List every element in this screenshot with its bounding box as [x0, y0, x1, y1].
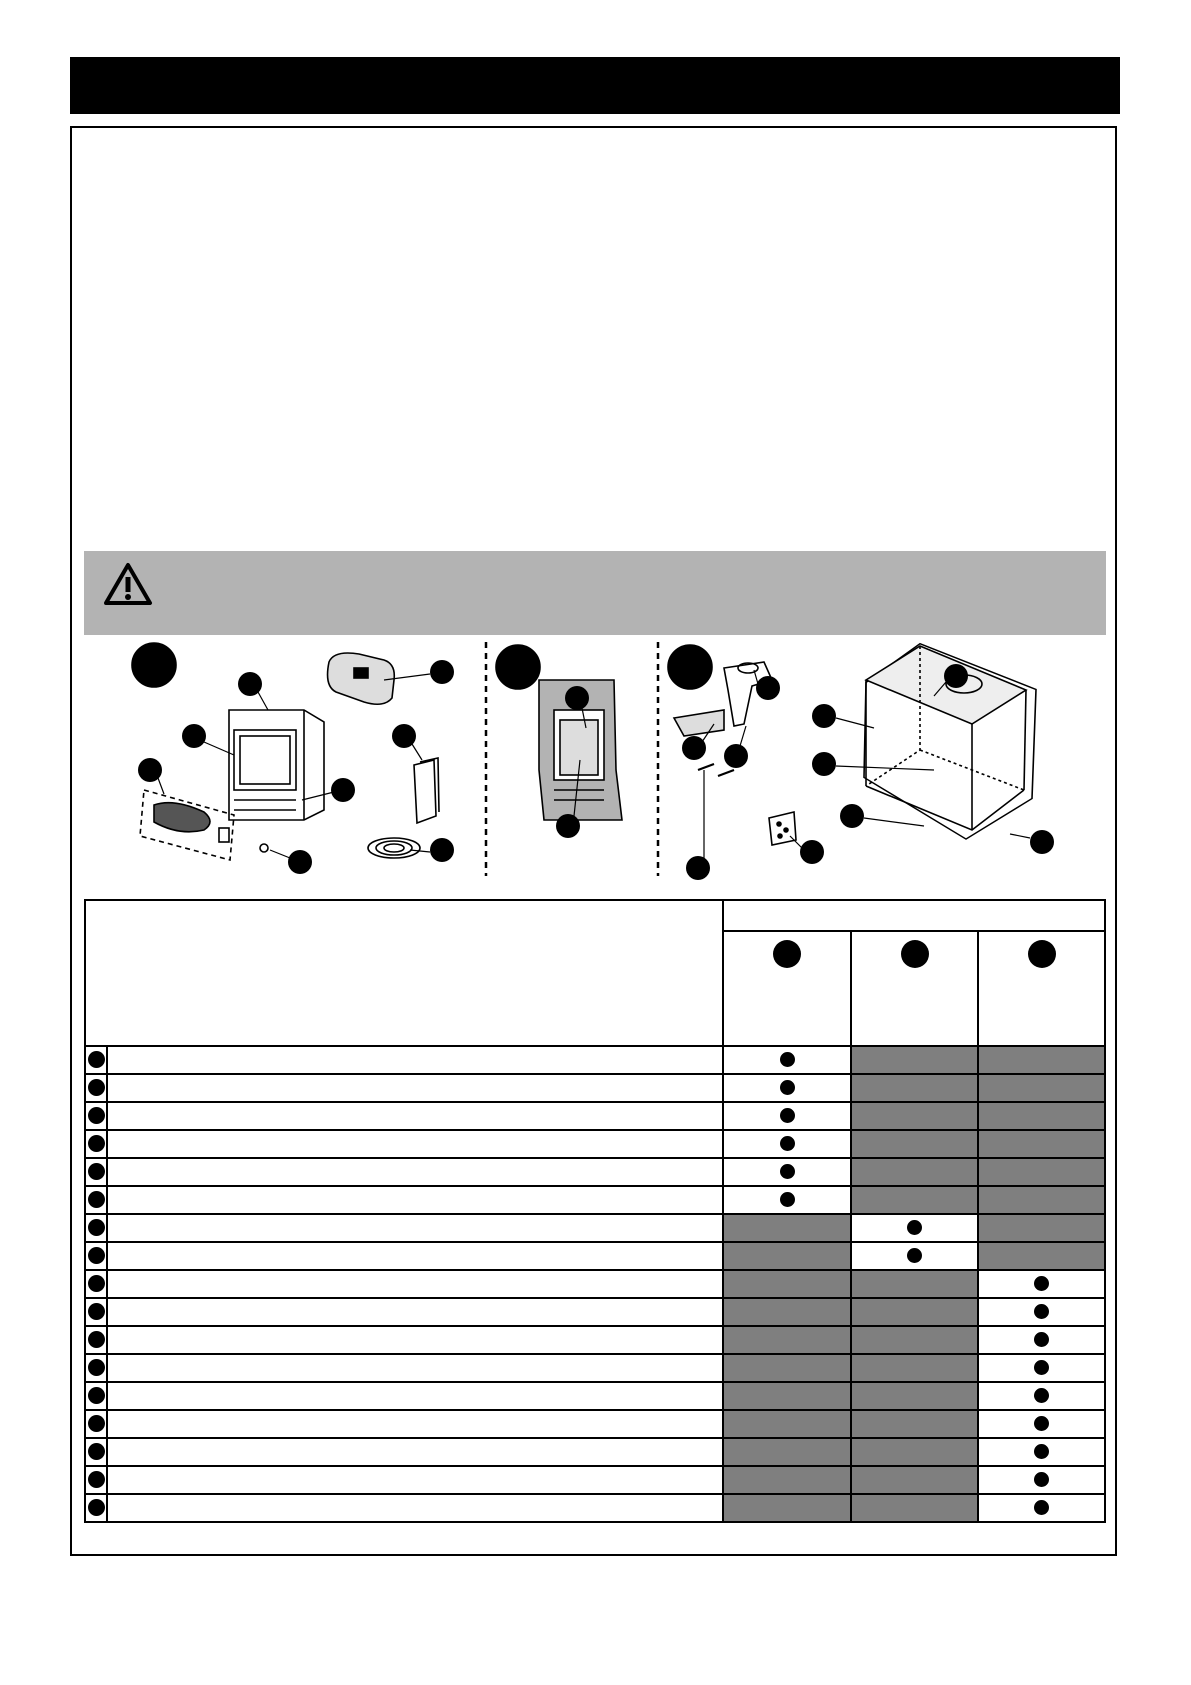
package-1-cell: [723, 1130, 850, 1158]
part-name-cell: [107, 1438, 723, 1466]
part-name: [108, 1164, 114, 1179]
table-row: [85, 1074, 1105, 1102]
included-marker-icon: [780, 1164, 795, 1179]
part-name-cell: [107, 1326, 723, 1354]
row-number-marker-icon: [88, 1415, 105, 1432]
part-name-cell: [107, 1214, 723, 1242]
row-number-marker-icon: [88, 1219, 105, 1236]
part-name: [108, 1416, 114, 1431]
package-3-cell: [978, 1074, 1105, 1102]
included-marker-icon: [907, 1220, 922, 1235]
package-1-header: [723, 931, 850, 1046]
table-row: [85, 1438, 1105, 1466]
table-row: [85, 1186, 1105, 1214]
row-number-marker-icon: [88, 1331, 105, 1348]
package-1-cell: [723, 1438, 850, 1466]
row-number-marker-icon: [88, 1303, 105, 1320]
included-marker-icon: [1034, 1472, 1049, 1487]
row-number-marker-icon: [88, 1499, 105, 1516]
table-row: [85, 1130, 1105, 1158]
package-3-cell: [978, 1382, 1105, 1410]
row-number-cell: [85, 1494, 107, 1522]
row-number-cell: [85, 1354, 107, 1382]
package-3-marker: [668, 645, 712, 689]
table-row: [85, 1354, 1105, 1382]
log-set-drawing: [140, 790, 234, 860]
part-name: [108, 1248, 114, 1263]
package-3-cell: [978, 1046, 1105, 1074]
package-3-marker-icon: [1028, 940, 1056, 968]
package-1-cell: [723, 1214, 850, 1242]
included-marker-icon: [780, 1080, 795, 1095]
part-name: [108, 1500, 114, 1515]
row-number-marker-icon: [88, 1471, 105, 1488]
package-1-cell: [723, 1270, 850, 1298]
package-1-marker-icon: [773, 940, 801, 968]
part-name-cell: [107, 1270, 723, 1298]
package-3-cell: [978, 1270, 1105, 1298]
package-1-cell: [723, 1158, 850, 1186]
row-number-marker-icon: [88, 1051, 105, 1068]
package-2-cell: [851, 1046, 978, 1074]
parts-table-wrap: [84, 899, 1106, 1523]
row-number-cell: [85, 1382, 107, 1410]
table-row: [85, 1410, 1105, 1438]
included-marker-icon: [780, 1192, 795, 1207]
cable-coil-drawing: [368, 838, 420, 858]
package-1-cell: [723, 1382, 850, 1410]
row-number-cell: [85, 1298, 107, 1326]
blower-cover-drawing: [328, 653, 395, 704]
table-row: [85, 1326, 1105, 1354]
row-number-cell: [85, 1270, 107, 1298]
table-header-row: [85, 900, 1105, 931]
table-row: [85, 1466, 1105, 1494]
row-number-cell: [85, 1214, 107, 1242]
table-row: [85, 1382, 1105, 1410]
header-bar: [70, 57, 1120, 114]
part-name-cell: [107, 1046, 723, 1074]
part-name-cell: [107, 1494, 723, 1522]
package-3-cell: [978, 1242, 1105, 1270]
package-2-marker-icon: [901, 940, 929, 968]
package-2-cell: [851, 1298, 978, 1326]
row-number-cell: [85, 1438, 107, 1466]
warning-box: [84, 551, 1106, 635]
package-3-cell: [978, 1214, 1105, 1242]
package-3-cell: [978, 1466, 1105, 1494]
table-row: [85, 1158, 1105, 1186]
package-2-cell: [851, 1186, 978, 1214]
included-marker-icon: [780, 1136, 795, 1151]
included-marker-icon: [780, 1052, 795, 1067]
part-name: [108, 1360, 114, 1375]
bracket-drawing: [769, 812, 796, 845]
package-1-cell: [723, 1242, 850, 1270]
manual-booklet-drawing: [414, 758, 439, 823]
part-name-cell: [107, 1466, 723, 1494]
package-1-cell: [723, 1298, 850, 1326]
row-number-cell: [85, 1046, 107, 1074]
package-3-header: [978, 931, 1105, 1046]
row-number-marker-icon: [88, 1359, 105, 1376]
row-number-marker-icon: [88, 1135, 105, 1152]
part-name: [108, 1304, 114, 1319]
package-3-cell: [978, 1298, 1105, 1326]
parts-diagram: [84, 640, 1106, 880]
part-name-cell: [107, 1158, 723, 1186]
included-marker-icon: [1034, 1388, 1049, 1403]
package-2-cell: [851, 1494, 978, 1522]
screw-drawing: [260, 844, 268, 852]
package-2-cell: [851, 1466, 978, 1494]
package-2-cell: [851, 1214, 978, 1242]
part-name: [108, 1136, 114, 1151]
package-3-cell: [978, 1102, 1105, 1130]
part-name: [108, 1388, 114, 1403]
package-1-marker: [132, 643, 176, 687]
package-1-cell: [723, 1326, 850, 1354]
row-number-marker-icon: [88, 1247, 105, 1264]
part-name: [108, 1108, 114, 1123]
included-marker-icon: [1034, 1276, 1049, 1291]
part-name-cell: [107, 1242, 723, 1270]
included-marker-icon: [1034, 1304, 1049, 1319]
included-marker-icon: [1034, 1360, 1049, 1375]
part-name: [108, 1052, 114, 1067]
row-number-cell: [85, 1130, 107, 1158]
table-row: [85, 1242, 1105, 1270]
package-1-cell: [723, 1046, 850, 1074]
warning-triangle-icon: [102, 561, 154, 607]
row-number-cell: [85, 1074, 107, 1102]
package-2-cell: [851, 1354, 978, 1382]
package-1-cell: [723, 1354, 850, 1382]
package-3-cell: [978, 1410, 1105, 1438]
row-number-cell: [85, 1326, 107, 1354]
fireplace-insert-drawing: [229, 710, 324, 820]
row-number-marker-icon: [88, 1191, 105, 1208]
header-group-cell: [723, 900, 1105, 931]
package-2-cell: [851, 1270, 978, 1298]
header-name-cell: [85, 900, 723, 1046]
row-number-cell: [85, 1242, 107, 1270]
part-name-cell: [107, 1102, 723, 1130]
part-name: [108, 1080, 114, 1095]
row-number-marker-icon: [88, 1443, 105, 1460]
table-body: [85, 1046, 1105, 1522]
package-2-cell: [851, 1382, 978, 1410]
table-row: [85, 1046, 1105, 1074]
table-row: [85, 1298, 1105, 1326]
part-name: [108, 1192, 114, 1207]
included-marker-icon: [1034, 1416, 1049, 1431]
row-number-marker-icon: [88, 1275, 105, 1292]
included-marker-icon: [1034, 1444, 1049, 1459]
included-marker-icon: [1034, 1500, 1049, 1515]
part-name-cell: [107, 1130, 723, 1158]
row-number-cell: [85, 1466, 107, 1494]
row-number-marker-icon: [88, 1387, 105, 1404]
package-3-cell: [978, 1494, 1105, 1522]
part-name-cell: [107, 1382, 723, 1410]
included-marker-icon: [780, 1108, 795, 1123]
package-1-cell: [723, 1186, 850, 1214]
package-2-cell: [851, 1074, 978, 1102]
package-1-cell: [723, 1074, 850, 1102]
package-1-cell: [723, 1494, 850, 1522]
package-3-cell: [978, 1130, 1105, 1158]
package-2-header: [851, 931, 978, 1046]
included-marker-icon: [907, 1248, 922, 1263]
table-row: [85, 1494, 1105, 1522]
included-marker-icon: [1034, 1332, 1049, 1347]
package-2-cell: [851, 1326, 978, 1354]
parts-table: [84, 899, 1106, 1523]
package-3-cell: [978, 1158, 1105, 1186]
package-3-cell: [978, 1438, 1105, 1466]
part-name: [108, 1276, 114, 1291]
package-2-cell: [851, 1438, 978, 1466]
package-2-marker: [496, 645, 540, 689]
part-name-cell: [107, 1410, 723, 1438]
package-1-cell: [723, 1410, 850, 1438]
table-row: [85, 1102, 1105, 1130]
package-2-cell: [851, 1130, 978, 1158]
row-number-marker-icon: [88, 1107, 105, 1124]
package-3-cell: [978, 1326, 1105, 1354]
package-3-cell: [978, 1186, 1105, 1214]
row-number-marker-icon: [88, 1079, 105, 1096]
row-number-cell: [85, 1410, 107, 1438]
part-name-cell: [107, 1298, 723, 1326]
part-name: [108, 1444, 114, 1459]
part-name-cell: [107, 1354, 723, 1382]
row-number-cell: [85, 1186, 107, 1214]
table-row: [85, 1214, 1105, 1242]
row-number-cell: [85, 1102, 107, 1130]
part-name-cell: [107, 1186, 723, 1214]
part-name: [108, 1220, 114, 1235]
package-1-cell: [723, 1466, 850, 1494]
table-row: [85, 1270, 1105, 1298]
package-2-cell: [851, 1102, 978, 1130]
package-3-cell: [978, 1354, 1105, 1382]
part-name-cell: [107, 1074, 723, 1102]
package-1-cell: [723, 1102, 850, 1130]
package-2-cell: [851, 1242, 978, 1270]
package-2-cell: [851, 1410, 978, 1438]
row-number-cell: [85, 1158, 107, 1186]
part-name: [108, 1472, 114, 1487]
part-name: [108, 1332, 114, 1347]
row-number-marker-icon: [88, 1163, 105, 1180]
package-2-cell: [851, 1158, 978, 1186]
